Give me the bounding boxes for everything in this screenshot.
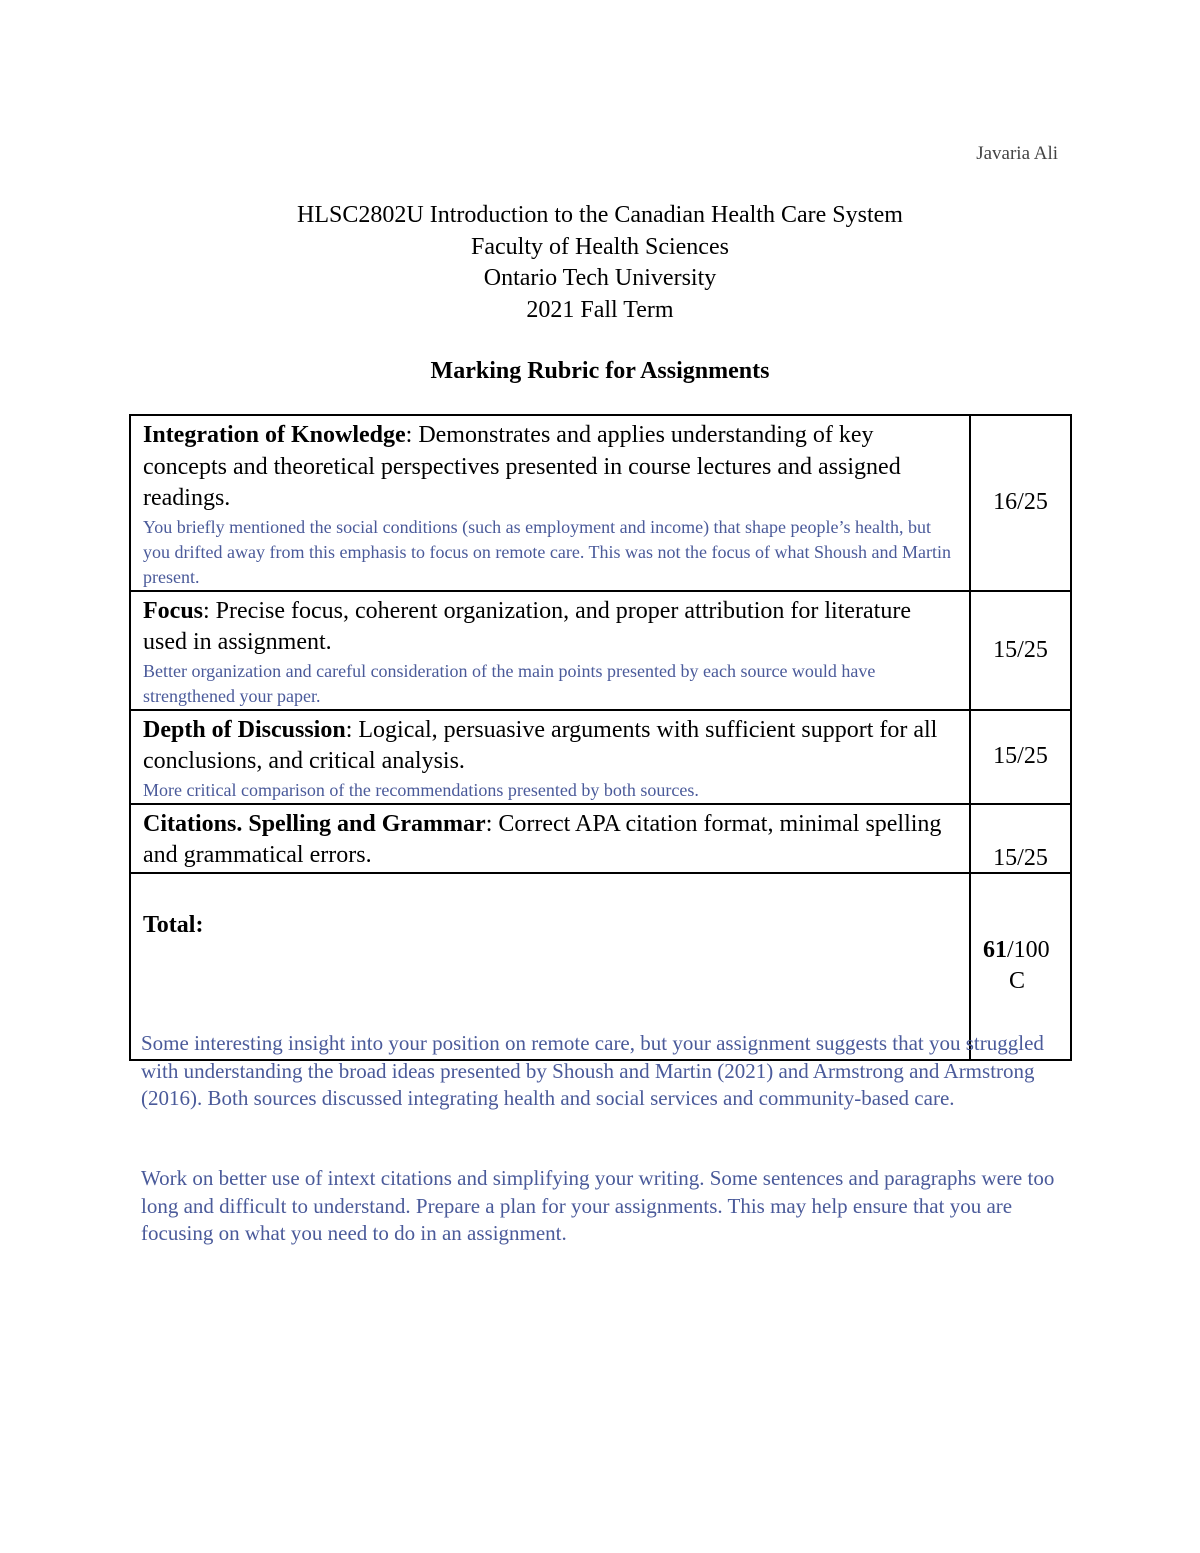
criterion-name: Citations. Spelling and Grammar <box>143 810 486 837</box>
criterion-description: : Precise focus, coherent organization, and proper attribution for literature used in assignment. <box>143 597 911 655</box>
criterion-score: 16/25 <box>993 489 1048 516</box>
criterion-cell <box>130 591 970 710</box>
rubric-title: Marking Rubric for Assignments <box>430 358 770 384</box>
total-max: /100 <box>1007 936 1050 963</box>
total-label: Total: <box>143 911 204 938</box>
letter-grade: C <box>1009 968 1026 994</box>
criterion-name: Depth of Discussion <box>143 716 346 743</box>
criterion-cell <box>130 710 970 804</box>
criterion-text <box>143 715 957 778</box>
rubric-table <box>129 414 1072 1061</box>
rubric-row <box>130 804 1071 873</box>
rubric-row <box>130 415 1071 591</box>
criterion-cell <box>130 804 970 873</box>
criterion-description: : Logical, persuasive arguments with sufficient support for all conclusions, and critical analysis. <box>143 716 938 774</box>
score-cell <box>970 710 1071 804</box>
marker-comment: More critical comparison of the recommendations presented by both sources. <box>143 779 699 800</box>
score-cell <box>970 591 1071 710</box>
criterion-score: 15/25 <box>993 844 1048 871</box>
criterion-score: 15/25 <box>993 743 1048 769</box>
marker-comment: Better organization and careful consideration of the main points presented by each source would have strengthened your paper. <box>143 660 876 706</box>
rubric-row <box>130 710 1071 804</box>
criterion-text <box>143 420 957 515</box>
feedback-paragraph: Work on better use of intext citations and simplifying your writing. Some sentences and paragraphs were too long and difficult to understand. Prepare a plan for your assignments. This may help ensure that you are focusing on what you need to do in an assignment. <box>141 1166 1055 1245</box>
university-name: Ontario Tech University <box>483 265 717 291</box>
criterion-cell <box>130 415 970 591</box>
criterion-text <box>143 596 957 659</box>
document-header <box>0 200 1200 326</box>
criterion-description: : Correct APA citation format, minimal spelling and grammatical errors. <box>143 810 942 868</box>
rubric-row <box>130 591 1071 710</box>
term-label: 2021 Fall Term <box>526 296 674 323</box>
author-name: Javaria Ali <box>976 143 1058 164</box>
faculty-name: Faculty of Health Sciences <box>471 233 729 260</box>
criterion-name: Focus <box>143 597 203 624</box>
score-cell <box>970 804 1071 873</box>
criterion-score: 15/25 <box>993 636 1048 663</box>
total-points: 61 <box>983 936 1007 963</box>
marker-comment: You briefly mentioned the social conditions (such as employment and income) that shape people’s health, but you drifted away from this emphasis to focus on remote care. This was not the focus of what Shoush and Martin present. <box>143 516 951 587</box>
criterion-description: : Demonstrates and applies understanding of key concepts and theoretical perspectives presented in course lectures and assigned readings. <box>143 422 901 511</box>
total-score <box>971 935 1070 967</box>
criterion-name: Integration of Knowledge <box>143 422 406 448</box>
feedback-paragraph: Some interesting insight into your position on remote care, but your assignment suggests that you struggled with understanding the broad ideas presented by Shoush and Martin (2021) and Armstrong and Armstrong (2016). Both sources discussed integrating health and social services and community-based care. <box>141 1031 1044 1110</box>
criterion-text <box>143 809 957 872</box>
score-cell <box>970 415 1071 591</box>
course-title: HLSC2802U Introduction to the Canadian Health Care System <box>297 202 903 228</box>
